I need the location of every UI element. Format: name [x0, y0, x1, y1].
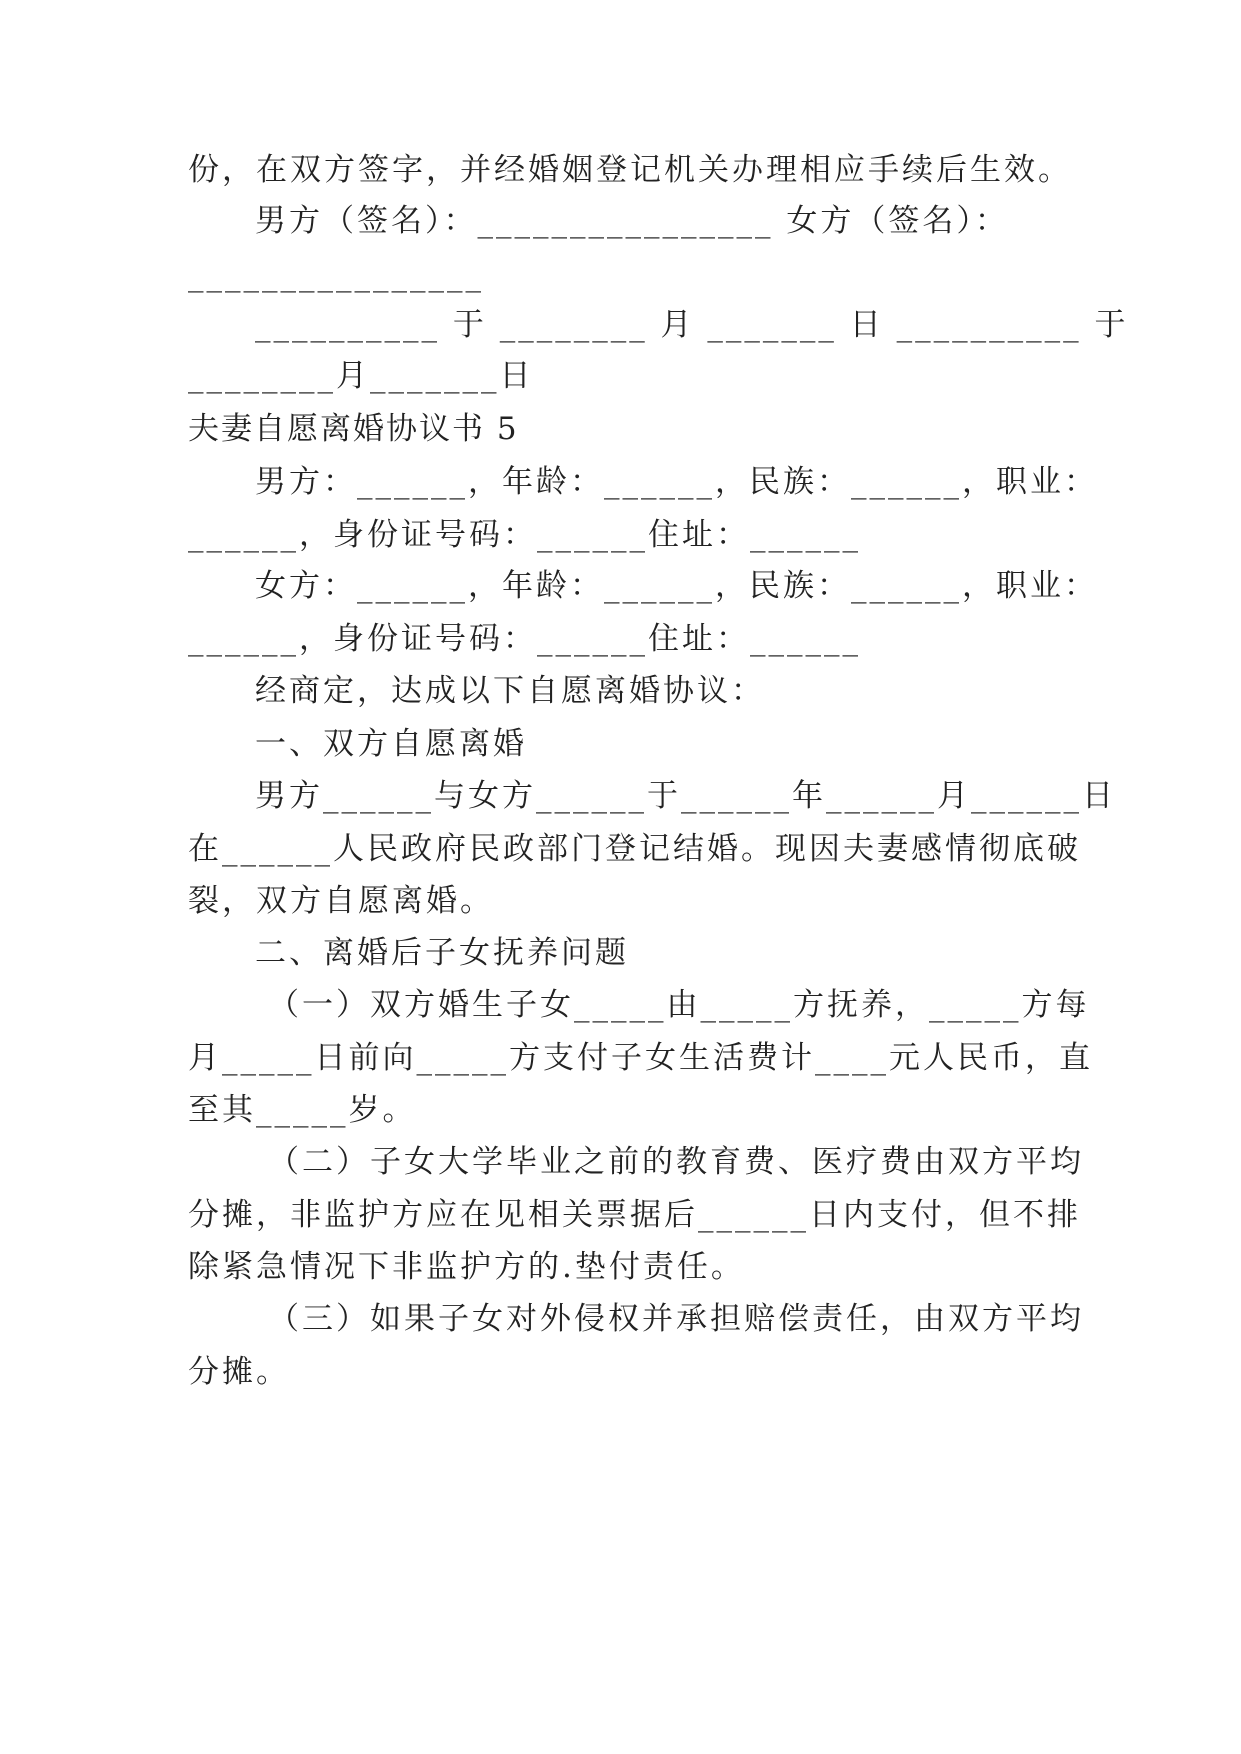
signature-blank: ________________ — [188, 257, 484, 293]
text-line: 裂，双方自愿离婚。 — [188, 883, 494, 919]
male-info-cont: ______，身份证号码：______住址：______ — [188, 517, 861, 553]
date-line-cont: ________月_______日 — [188, 358, 534, 394]
date-line: __________ 于 ________ 月 _______ 日 __________ 于 — [255, 307, 1129, 343]
text-line: （三）如果子女对外侵权并承担赔偿责任，由双方平均 — [268, 1301, 1084, 1337]
text-line: 除紧急情况下非监护方的.垫付责任。 — [188, 1249, 745, 1285]
clause-heading: 一、双方自愿离婚 — [255, 726, 527, 762]
text-line: 至其_____岁。 — [188, 1092, 417, 1128]
text-line: 分摊，非监护方应在见相关票据后______日内支付，但不排 — [188, 1197, 1081, 1233]
clause-heading: 二、离婚后子女抚养问题 — [255, 935, 629, 971]
text-line: 分摊。 — [188, 1354, 290, 1390]
signature-line: 男方（签名）：________________ 女方（签名）： — [255, 203, 1009, 239]
text-line: （二）子女大学毕业之前的教育费、医疗费由双方平均 — [268, 1144, 1084, 1180]
text-line: 经商定，达成以下自愿离婚协议： — [255, 673, 765, 709]
text-line: （一）双方婚生子女_____由_____方抚养，_____方每 — [268, 987, 1090, 1023]
text-line: 男方______与女方______于______年______月______日 — [255, 778, 1116, 814]
text-line: 月_____日前向_____方支付子女生活费计____元人民币，直 — [188, 1040, 1093, 1076]
text-line: 在______人民政府民政部门登记结婚。现因夫妻感情彻底破 — [188, 831, 1081, 867]
section-title: 夫妻自愿离婚协议书 5 — [188, 411, 519, 447]
male-info-line: 男方：______，年龄：______，民族：______，职业： — [255, 464, 1098, 500]
text-line: 份，在双方签字，并经婚姻登记机关办理相应手续后生效。 — [188, 152, 1072, 188]
female-info-cont: ______，身份证号码：______住址：______ — [188, 621, 861, 657]
female-info-line: 女方：______，年龄：______，民族：______，职业： — [255, 568, 1098, 604]
